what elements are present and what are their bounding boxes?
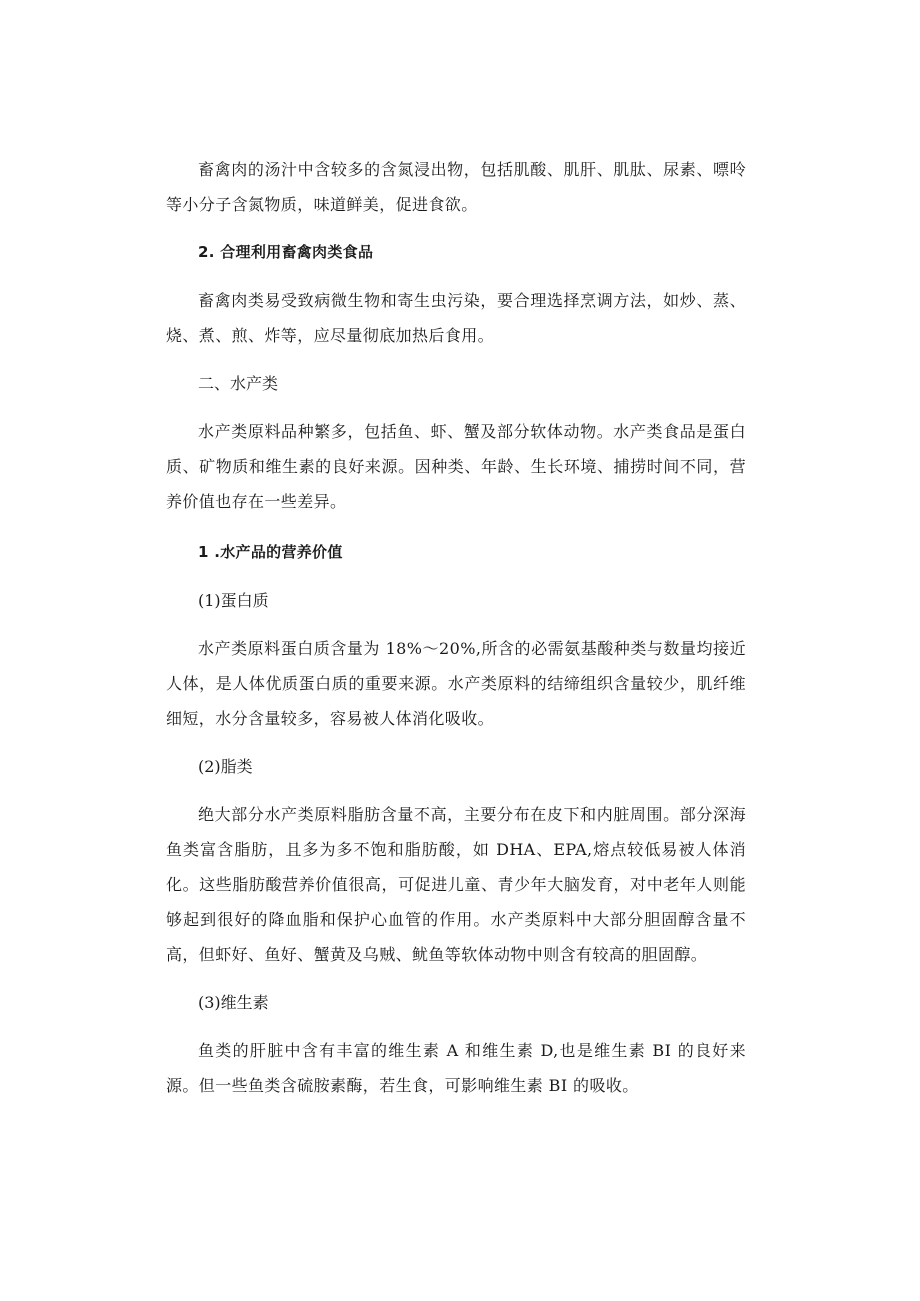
heading-aquatic-nutrition: 1 .水产品的营养价值 [198, 543, 343, 561]
paragraph-meat-extract: 畜禽肉的汤汁中含较多的含氮浸出物，包括肌酸、肌肝、肌肽、尿素、嘌呤等小分子含氮物质，味道鲜美，促进食欲。 [166, 160, 746, 214]
section-heading-aquatic: 二、水产类 [198, 374, 279, 393]
paragraph-lipids: 绝大部分水产类原料脂肪含量不高，主要分布在皮下和内脏周围。部分深海鱼类富含脂肪，且多为多不饱和脂肪酸，如 DHA、EPA,熔点较低易被人体消化。这些脂肪酸营养价值很高，可促进儿童、青少年大脑发育，对中老年人则能够起到很好的降血脂和保护心血管的作用。水产类原料中大部分胆固醇含量不高，但虾好、鱼好、蟹黄及乌贼、鱿鱼等软体动物中则含有较高的胆固醇。 [166, 805, 746, 964]
document-body [166, 152, 746, 1103]
subheading-vitamins: (3)维生素 [198, 993, 269, 1012]
subheading-protein: (1)蛋白质 [198, 591, 269, 610]
heading-use-meat: 2. 合理利用畜禽肉类食品 [198, 243, 374, 261]
paragraph-protein: 水产类原料蛋白质含量为 18%～20%,所含的必需氨基酸种类与数量均接近人体，是人体优质蛋白质的重要来源。水产类原料的结缔组织含量较少，肌纤维细短，水分含量较多，容易被人体消化吸收。 [166, 639, 746, 728]
paragraph-aquatic-intro: 水产类原料品种繁多，包括鱼、虾、蟹及部分软体动物。水产类食品是蛋白质、矿物质和维生素的良好来源。因种类、年龄、生长环境、捕捞时间不同，营养价值也存在一些差异。 [166, 422, 746, 511]
paragraph-vitamins: 鱼类的肝脏中含有丰富的维生素 A 和维生素 D,也是维生素 BI 的良好来源。但一些鱼类含硫胺素酶，若生食，可影响维生素 BI 的吸收。 [166, 1041, 746, 1095]
subheading-lipids: (2)脂类 [198, 757, 253, 776]
paragraph-meat-cooking: 畜禽肉类易受致病微生物和寄生虫污染，要合理选择烹调方法，如炒、蒸、烧、煮、煎、炸等，应尽量彻底加热后食用。 [166, 291, 746, 345]
